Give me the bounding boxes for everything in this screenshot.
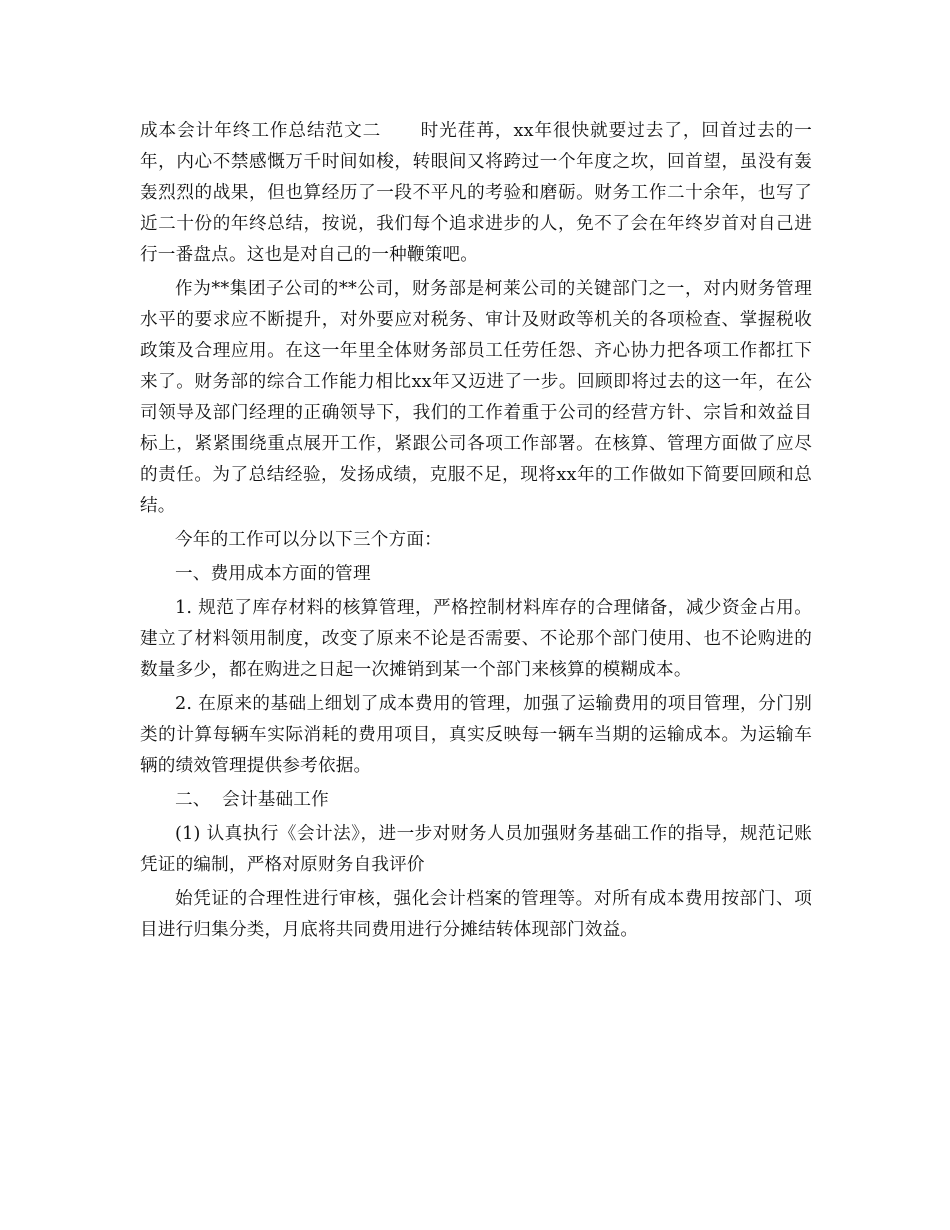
section-heading-cost-management: 一、费用成本方面的管理: [175, 564, 371, 584]
list-item-1: 1. 规范了库存材料的核算管理，严格控制材料库存的合理储备，减少资金占用。建立了材料领用制度，改变了原来不论是否需要、不论那个部门使用、也不论购进的数量多少，都在购进之日起一次摊销到某一个部门来核算的模糊成本。: [140, 598, 812, 680]
list-item-2: 2. 在原来的基础上细划了成本费用的管理，加强了运输费用的项目管理，分门别类的计算每辆车实际消耗的费用项目，真实反映每一辆车当期的运输成本。为运输车辆的绩效管理提供参考依据。: [140, 694, 812, 776]
list-item-paren-1: (1) 认真执行《会计法》，进一步对财务人员加强财务基础工作的指导，规范记账凭证的编制，严格对原财务自我评价: [140, 824, 812, 875]
document-title: 成本会计年终工作总结范文二: [140, 121, 382, 141]
document-body: [140, 116, 812, 949]
paragraph-intro: [140, 116, 812, 271]
paragraph-voucher-review: 始凭证的合理性进行审核，强化会计档案的管理等。对所有成本费用按部门、项目进行归集分类，月底将共同费用进行分摊结转体现部门效益。: [140, 889, 812, 940]
paragraph-three-aspects: 今年的工作可以分以下三个方面：: [175, 530, 442, 550]
section-heading-accounting-basics: 二、 会计基础工作: [175, 790, 329, 810]
paragraph-finance-dept: 作为**集团子公司的**公司，财务部是柯莱公司的关键部门之一，对内财务管理水平的要求应不断提升，对外要应对税务、审计及财政等机关的各项检查、掌握税收政策及合理应用。在这一年里全体财务部员工任劳任怨、齐心协力把各项工作都扛下来了。财务部的综合工作能力相比xx年又迈进了一步。回顾即将过去的这一年，在公司领导及部门经理的正确领导下，我们的工作着重于公司的经营方针、宗旨和效益目标上，紧紧围绕重点展开工作，紧跟公司各项工作部署。在核算、管理方面做了应尽的责任。为了总结经验，发扬成绩，克服不足，现将xx年的工作做如下简要回顾和总结。: [140, 279, 812, 516]
paragraph-intro-text: 时光荏苒，xx年很快就要过去了，回首过去的一年，内心不禁感慨万千时间如梭，转眼间又将跨过一个年度之坎，回首望，虽没有轰轰烈烈的战果，但也算经历了一段不平凡的考验和磨砺。财务工作二十余年，也写了近二十份的年终总结，按说，我们每个追求进步的人，免不了会在年终岁首对自己进行一番盘点。这也是对自己的一种鞭策吧。: [140, 121, 812, 265]
